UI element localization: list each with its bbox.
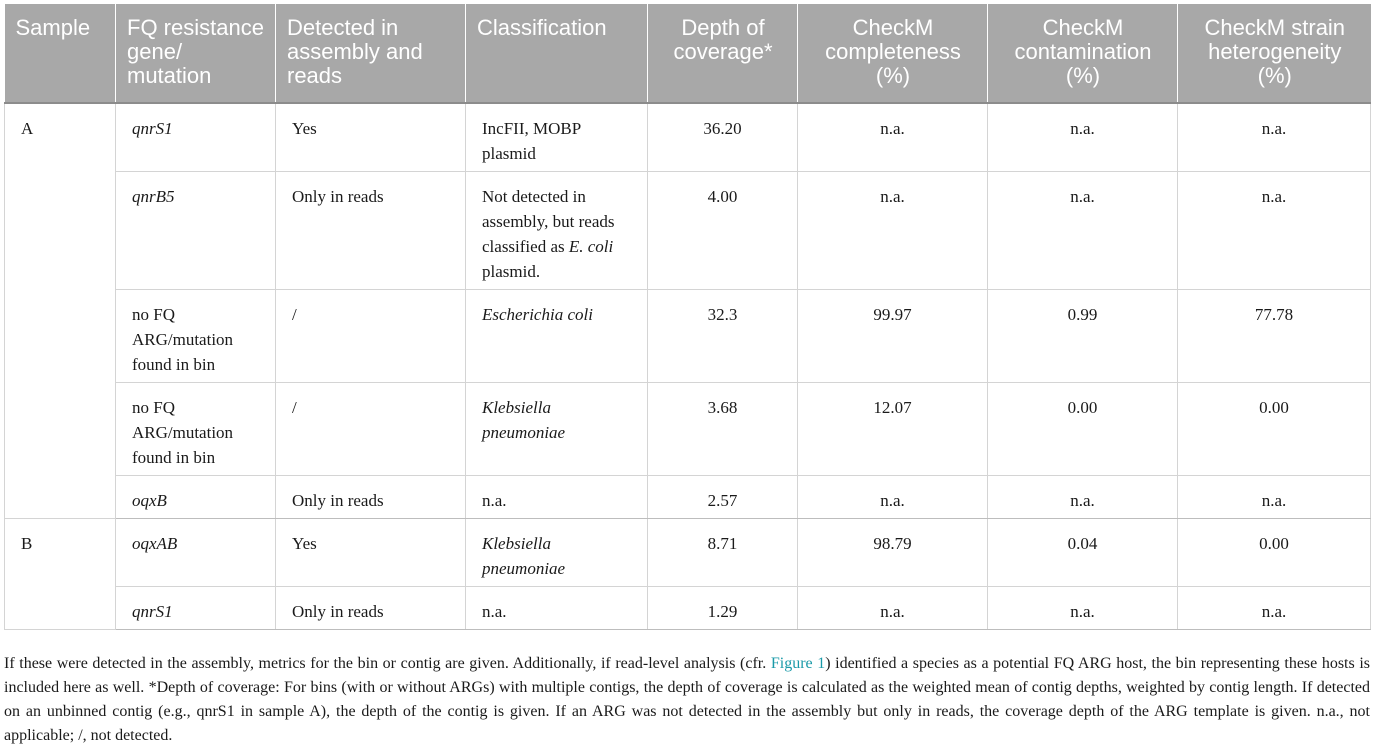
detected-cell: Yes [276, 103, 466, 172]
header-depth: Depth of coverage* [648, 4, 798, 103]
heterogeneity-cell: n.a. [1178, 172, 1371, 290]
contamination-cell: 0.04 [988, 519, 1178, 587]
completeness-cell: 98.79 [798, 519, 988, 587]
table-row [5, 383, 1371, 476]
detected-cell: / [276, 383, 466, 476]
gene-cell: qnrS1 [116, 587, 276, 630]
table-row [5, 519, 1371, 587]
gene-cell: qnrS1 [116, 103, 276, 172]
heterogeneity-cell: 0.00 [1178, 519, 1371, 587]
detected-cell: / [276, 290, 466, 383]
detected-cell: Only in reads [276, 172, 466, 290]
contamination-cell: n.a. [988, 587, 1178, 630]
depth-cell: 36.20 [648, 103, 798, 172]
table-row [5, 172, 1371, 290]
table-body [5, 103, 1371, 630]
contamination-cell: n.a. [988, 103, 1178, 172]
header-classification: Classification [466, 4, 648, 103]
heterogeneity-cell: 77.78 [1178, 290, 1371, 383]
footnote-text: If these were detected in the assembly, metrics for the bin or contig are given. Additionally, if read-level analysis (cfr. [4, 655, 771, 672]
completeness-cell: n.a. [798, 172, 988, 290]
heterogeneity-cell: 0.00 [1178, 383, 1371, 476]
classification-cell: Klebsiella pneumoniae [466, 519, 648, 587]
depth-cell: 32.3 [648, 290, 798, 383]
gene-cell: qnrB5 [116, 172, 276, 290]
contamination-cell: 0.99 [988, 290, 1178, 383]
table-row [5, 103, 1371, 172]
heterogeneity-cell: n.a. [1178, 103, 1371, 172]
footnote-text: ) identified a species as a potential FQ ARG host, the bin representing these hosts is included here as well. *Depth of coverage: For bins (with or without ARGs) with multiple contigs, the depth of coverage is calculated as the weighted mean of contig depths, weighted by contig length. If detected on an unbinned contig (e.g., qnrS1 in sample A), the depth of the contig is given. If an ARG was not detected in the assembly but only in reads, the coverage depth of the ARG template is given. n.a., not applicable; /, not detected. [4, 655, 1370, 744]
classification-cell: n.a. [466, 476, 648, 519]
sample-label: A [5, 103, 116, 519]
classification-cell: n.a. [466, 587, 648, 630]
completeness-cell: 99.97 [798, 290, 988, 383]
table-row [5, 476, 1371, 519]
table-row [5, 290, 1371, 383]
results-table-container [4, 4, 1370, 630]
header-fq-gene: FQ resistance gene/ mutation [116, 4, 276, 103]
table-footnote [4, 652, 1370, 748]
depth-cell: 8.71 [648, 519, 798, 587]
header-contamination: CheckM contamination (%) [988, 4, 1178, 103]
classification-cell [466, 172, 648, 290]
classification-text: Not detected in assembly, but reads classified as [482, 187, 615, 256]
header-sample: Sample [5, 4, 116, 103]
figure-link[interactable]: Figure 1 [770, 655, 826, 672]
detected-cell: Yes [276, 519, 466, 587]
classification-text: plasmid. [482, 262, 541, 281]
header-row [5, 4, 1371, 103]
classification-cell: IncFII, MOBP plasmid [466, 103, 648, 172]
contamination-cell: n.a. [988, 172, 1178, 290]
depth-cell: 4.00 [648, 172, 798, 290]
classification-cell: Klebsiella pneumoniae [466, 383, 648, 476]
heterogeneity-cell: n.a. [1178, 476, 1371, 519]
completeness-cell: 12.07 [798, 383, 988, 476]
contamination-cell: n.a. [988, 476, 1178, 519]
gene-cell: oqxAB [116, 519, 276, 587]
species-name: E. coli [568, 237, 614, 256]
header-detected: Detected in assembly and reads [276, 4, 466, 103]
depth-cell: 3.68 [648, 383, 798, 476]
header-completeness: CheckM completeness (%) [798, 4, 988, 103]
contamination-cell: 0.00 [988, 383, 1178, 476]
classification-cell: Escherichia coli [466, 290, 648, 383]
header-heterogeneity: CheckM strain heterogeneity (%) [1178, 4, 1371, 103]
completeness-cell: n.a. [798, 587, 988, 630]
fq-resistance-table [4, 4, 1371, 630]
detected-cell: Only in reads [276, 587, 466, 630]
completeness-cell: n.a. [798, 103, 988, 172]
gene-cell: no FQ ARG/mutation found in bin [116, 383, 276, 476]
completeness-cell: n.a. [798, 476, 988, 519]
table-row [5, 587, 1371, 630]
heterogeneity-cell: n.a. [1178, 587, 1371, 630]
gene-cell: no FQ ARG/mutation found in bin [116, 290, 276, 383]
gene-cell: oqxB [116, 476, 276, 519]
detected-cell: Only in reads [276, 476, 466, 519]
depth-cell: 1.29 [648, 587, 798, 630]
depth-cell: 2.57 [648, 476, 798, 519]
sample-label: B [5, 519, 116, 630]
